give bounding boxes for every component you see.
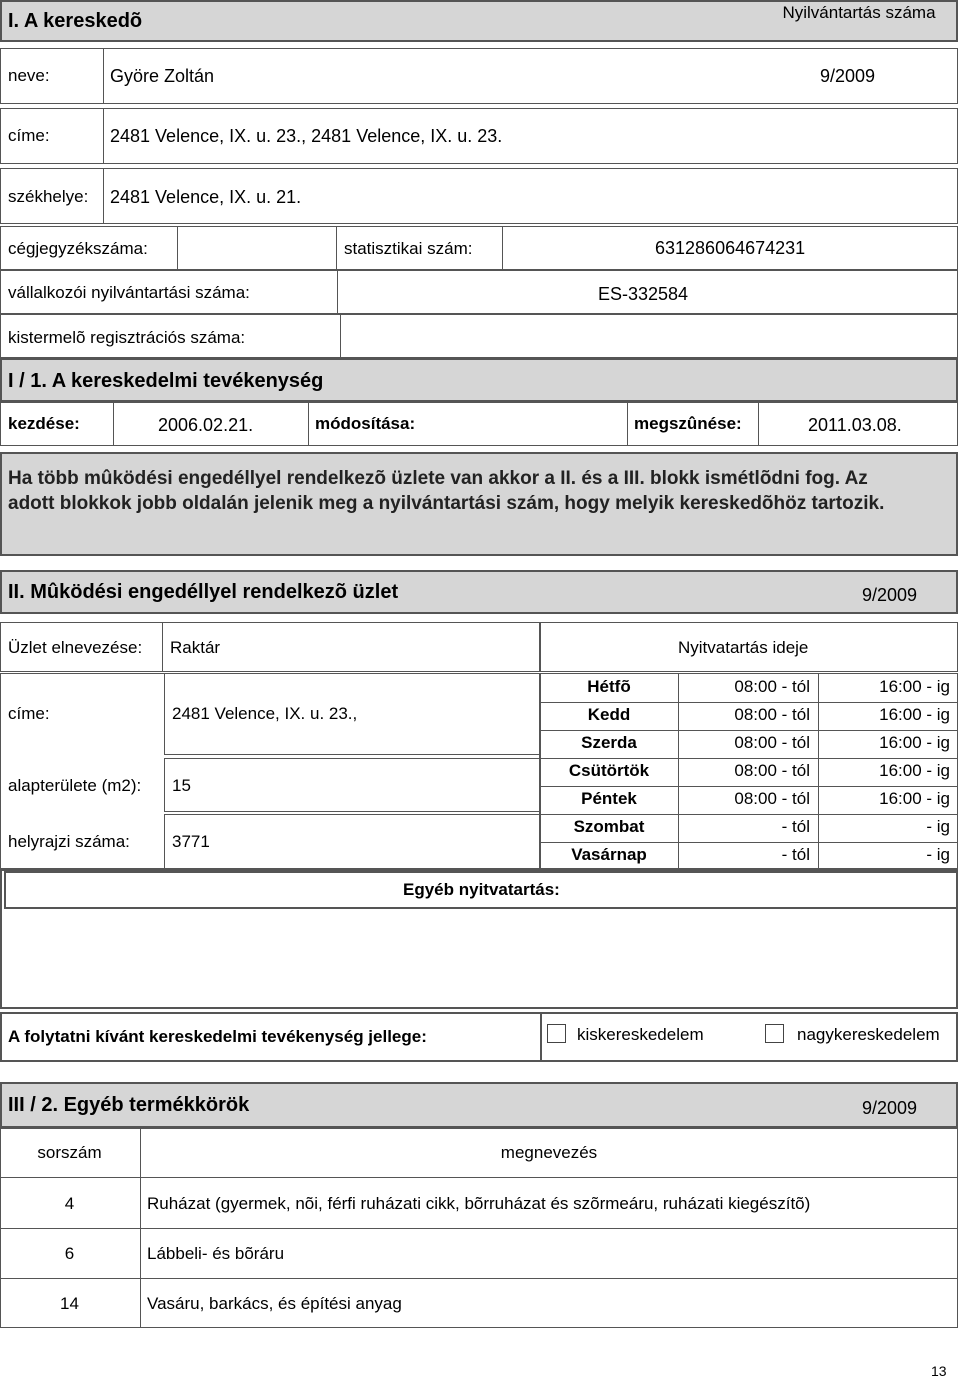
product-name: Lábbeli- és bõráru xyxy=(147,1244,285,1263)
hours-row-divider xyxy=(541,702,957,703)
modify-label: módosítása: xyxy=(315,414,416,433)
stat-label: statisztikai szám: xyxy=(344,239,473,258)
hours-row-divider xyxy=(541,786,957,787)
entrepreneur-label: vállalkozói nyilvántartási száma: xyxy=(8,283,250,302)
shop-area-value-cell xyxy=(164,758,540,812)
retail-label: kiskereskedelem xyxy=(577,1025,704,1044)
start-value: 2006.02.21. xyxy=(158,415,254,435)
reg-number-label: Nyilvántartás száma xyxy=(782,3,936,22)
hours-day: Szombat xyxy=(573,817,645,836)
product-row-divider xyxy=(1,1278,957,1279)
retail-checkbox[interactable] xyxy=(547,1024,566,1043)
hours-from: - tól xyxy=(781,817,810,836)
product-row-divider xyxy=(1,1177,957,1178)
seat-value: 2481 Velence, IX. u. 21. xyxy=(110,187,302,207)
shop-lot-label: helyrajzi száma: xyxy=(8,832,130,851)
address-label: címe: xyxy=(8,126,50,145)
hours-day: Csütörtök xyxy=(568,761,650,780)
seat-label: székhelye: xyxy=(8,187,89,206)
farmer-label: kistermelõ regisztrációs száma: xyxy=(8,328,246,347)
shop-name-value: Raktár xyxy=(170,638,221,657)
shop-lot-value-cell xyxy=(164,814,540,869)
hours-to: - ig xyxy=(926,817,950,836)
reg-number: 9/2009 xyxy=(820,66,876,86)
start-label: kezdése: xyxy=(8,414,80,433)
hours-from: - tól xyxy=(781,845,810,864)
hours-row-divider xyxy=(541,814,957,815)
hours-to: - ig xyxy=(926,845,950,864)
section3-title: III / 2. Egyéb termékkörök xyxy=(8,1094,250,1116)
end-label: megszûnése: xyxy=(634,414,742,433)
hours-to: 16:00 - ig xyxy=(879,761,950,780)
hours-from: 08:00 - tól xyxy=(734,733,810,752)
hours-title: Nyitvatartás ideje xyxy=(678,638,809,657)
product-number: 6 xyxy=(64,1244,75,1263)
hours-from: 08:00 - tól xyxy=(734,705,810,724)
section2-title: II. Mûködési engedéllyel rendelkezõ üzlet xyxy=(8,581,399,603)
col-number-header: sorszám xyxy=(37,1143,102,1162)
section3-reg-number: 9/2009 xyxy=(862,1098,918,1118)
address-value: 2481 Velence, IX. u. 23., 2481 Velence, IX. u. 23. xyxy=(110,126,503,146)
hours-to: 16:00 - ig xyxy=(879,789,950,808)
product-row-divider xyxy=(1,1228,957,1229)
notice-text: Ha több mûködési engedéllyel rendelkezõ üzlete van akkor a II. és a III. blokk ismétlõdni fog. Az adott blokkok jobb oldalán jelenik meg a nyilvántartási szám, hogy melyik kereskedõhöz tartozik. xyxy=(8,468,885,514)
end-value: 2011.03.08. xyxy=(808,415,902,435)
shop-area-label: alapterülete (m2): xyxy=(8,776,142,795)
hours-from: 08:00 - tól xyxy=(734,677,810,696)
stat-value: 631286064674231 xyxy=(655,238,806,258)
section1-title: I. A kereskedõ xyxy=(8,10,143,32)
entrepreneur-value: ES-332584 xyxy=(598,284,689,304)
product-number: 14 xyxy=(60,1294,79,1313)
hours-to: 16:00 - ig xyxy=(879,677,950,696)
other-hours-label: Egyéb nyitvatartás: xyxy=(403,880,560,899)
hours-row-divider xyxy=(541,842,957,843)
name-label: neve: xyxy=(8,66,50,85)
wholesale-label: nagykereskedelem xyxy=(797,1025,940,1044)
shop-lot-value: 3771 xyxy=(172,832,210,851)
farmer-value-cell xyxy=(340,314,958,358)
shop-name-label: Üzlet elnevezése: xyxy=(8,638,143,657)
hours-day: Péntek xyxy=(581,789,637,808)
activity-type-label: A folytatni kívánt kereskedelmi tevékenység jellege: xyxy=(8,1027,427,1046)
product-name: Ruházat (gyermek, nõi, férfi ruházati cikk, bõrruházat és szõrmeáru, ruházati kiegészítõ) xyxy=(147,1194,811,1213)
col-name-header: megnevezés xyxy=(500,1143,598,1162)
hours-day: Vasárnap xyxy=(571,845,647,864)
section2-reg-number: 9/2009 xyxy=(862,585,918,605)
product-number: 4 xyxy=(64,1194,75,1213)
name-value: Györe Zoltán xyxy=(110,66,215,86)
hours-from: 08:00 - tól xyxy=(734,789,810,808)
wholesale-checkbox[interactable] xyxy=(765,1024,784,1043)
shop-area-value: 15 xyxy=(172,776,191,795)
hours-to: 16:00 - ig xyxy=(879,733,950,752)
page-number: 13 xyxy=(931,1363,947,1379)
company-reg-label: cégjegyzékszáma: xyxy=(8,239,148,258)
hours-to: 16:00 - ig xyxy=(879,705,950,724)
shop-address-label: címe: xyxy=(8,704,50,723)
activity-title: I / 1. A kereskedelmi tevékenység xyxy=(8,370,324,392)
hours-from: 08:00 - tól xyxy=(734,761,810,780)
hours-day: Szerda xyxy=(581,733,637,752)
shop-address-value: 2481 Velence, IX. u. 23., xyxy=(172,704,358,723)
hours-row-divider xyxy=(541,730,957,731)
hours-row-divider xyxy=(541,758,957,759)
company-reg-value-cell xyxy=(177,226,337,270)
product-name: Vasáru, barkács, és építési anyag xyxy=(147,1294,402,1313)
hours-day: Hétfõ xyxy=(587,677,631,696)
hours-day: Kedd xyxy=(587,705,631,724)
